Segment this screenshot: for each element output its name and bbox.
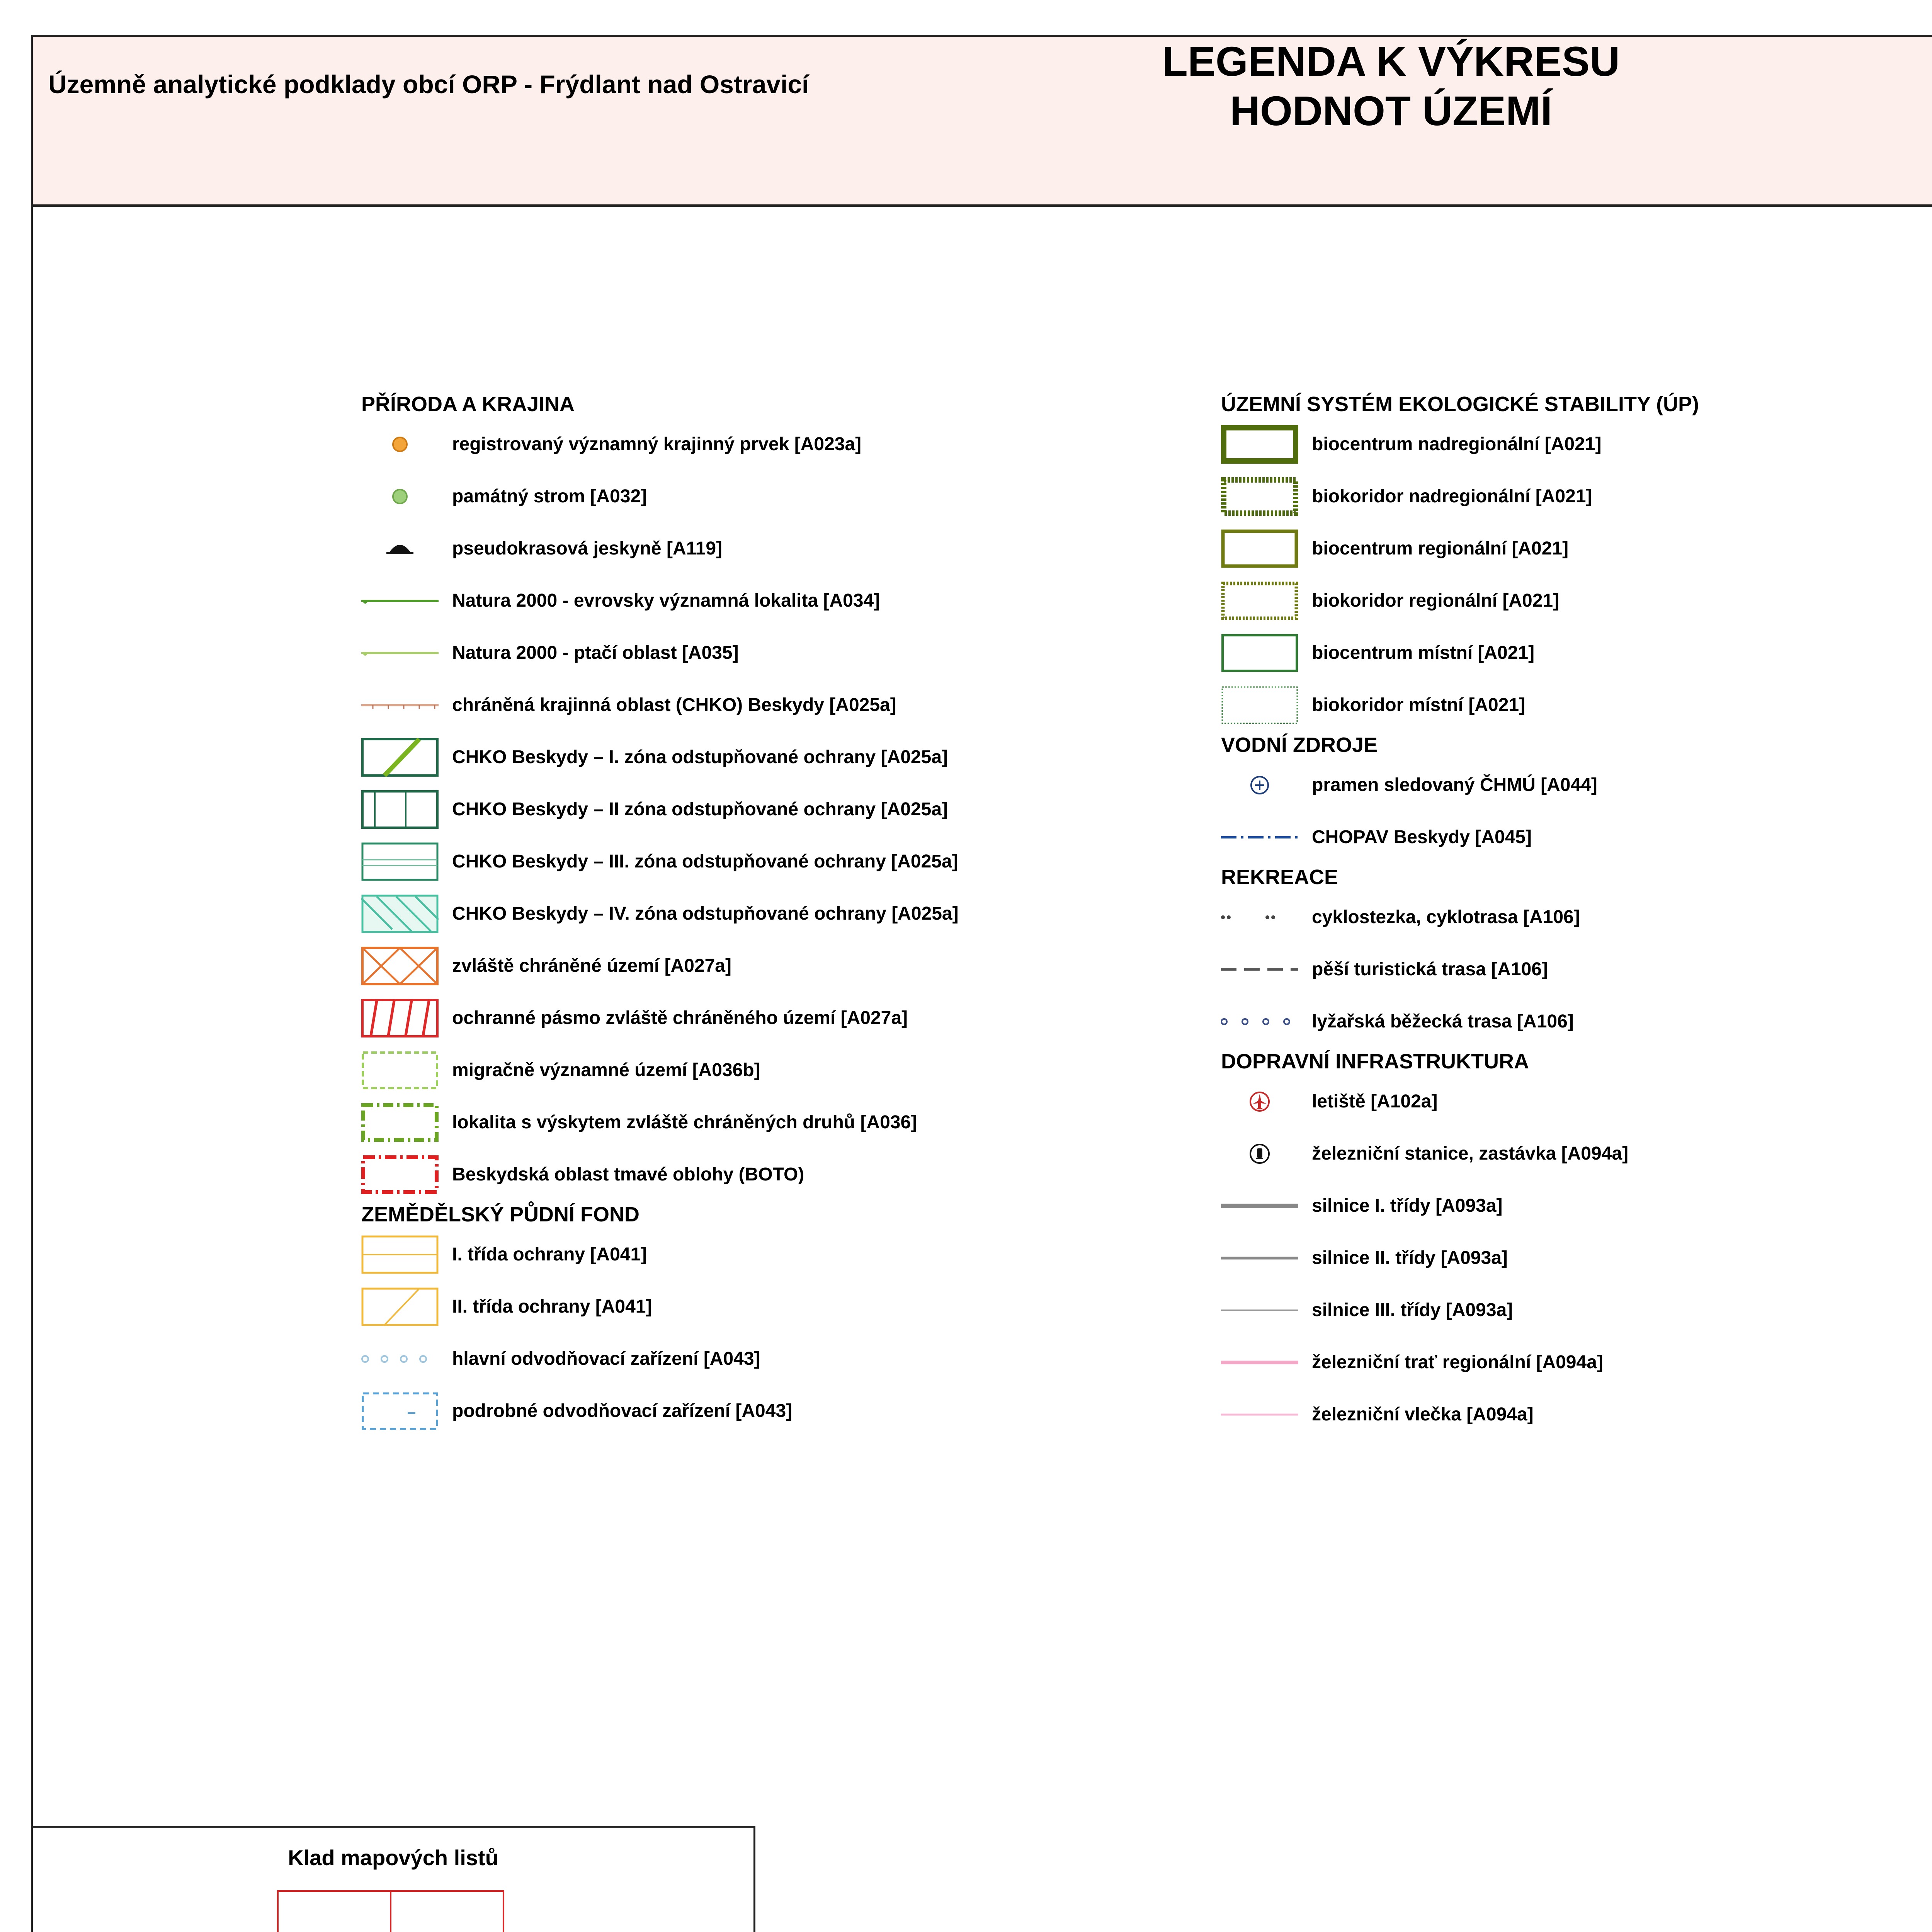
chko-zone3-box bbox=[361, 842, 439, 881]
rail-station-icon bbox=[1221, 1134, 1298, 1173]
road3-line bbox=[1221, 1291, 1298, 1330]
legend-item bbox=[1221, 891, 1932, 943]
legend-item bbox=[1221, 470, 1932, 522]
legend-item bbox=[1221, 627, 1932, 679]
legend-label: pramen sledovaný ČHMÚ [A044] bbox=[1312, 775, 1597, 795]
legend-item bbox=[361, 1385, 1211, 1437]
siding-line bbox=[1221, 1395, 1298, 1434]
legend-label: letiště [A102a] bbox=[1312, 1091, 1438, 1112]
legend-item bbox=[1221, 1388, 1932, 1440]
legend-item bbox=[361, 522, 1211, 575]
legend-item bbox=[361, 888, 1211, 940]
section-title-uses: ÚZEMNÍ SYSTÉM EKOLOGICKÉ STABILITY (ÚP) bbox=[1221, 393, 1699, 416]
zchu-box bbox=[361, 947, 439, 985]
legend-label: registrovaný významný krajinný prvek [A023a] bbox=[452, 434, 862, 454]
drain-main-line bbox=[361, 1340, 439, 1378]
road2-line bbox=[1221, 1239, 1298, 1277]
legend-label: CHKO Beskydy – IV. zóna odstupňované ochrany [A025a] bbox=[452, 903, 959, 924]
legend-item bbox=[1221, 759, 1932, 811]
legend-item bbox=[1221, 1128, 1932, 1180]
legend-label: zvláště chráněné území [A027a] bbox=[452, 956, 731, 976]
legend-item bbox=[1221, 995, 1932, 1048]
bk-local-box bbox=[1221, 686, 1298, 724]
header-left-title: Územně analytické podklady obcí ORP - Frýdlant nad Ostravicí bbox=[48, 70, 809, 99]
legend-label: železniční vlečka [A094a] bbox=[1312, 1404, 1534, 1425]
sheet-1 bbox=[277, 1890, 391, 1932]
ski-line bbox=[1221, 1002, 1298, 1041]
natura-evl-line bbox=[361, 582, 439, 620]
species-box bbox=[361, 1103, 439, 1142]
sheet-index-title: Klad mapových listů bbox=[288, 1845, 498, 1870]
bc-reg-box bbox=[1221, 529, 1298, 568]
legend-title bbox=[1043, 37, 1739, 136]
chko-zone4-box bbox=[361, 895, 439, 933]
drain-detail-box bbox=[361, 1392, 439, 1430]
legend-label: migračně významné území [A036b] bbox=[452, 1060, 760, 1080]
legend-label: chráněná krajinná oblast (CHKO) Beskydy [A025a] bbox=[452, 695, 896, 715]
road1-line bbox=[1221, 1187, 1298, 1225]
legend-item bbox=[361, 575, 1211, 627]
legend-item bbox=[361, 1044, 1211, 1096]
legend-label: I. třída ochrany [A041] bbox=[452, 1244, 647, 1265]
spring-icon bbox=[1221, 766, 1298, 804]
legend-label: lokalita s výskytem zvláště chráněných druhů [A036] bbox=[452, 1112, 917, 1133]
orange-dot-icon bbox=[361, 425, 439, 464]
legend-label: CHKO Beskydy – I. zóna odstupňované ochrany [A025a] bbox=[452, 747, 948, 767]
legend-label: biokoridor regionální [A021] bbox=[1312, 590, 1560, 611]
legend-label: biokoridor místní [A021] bbox=[1312, 695, 1526, 715]
legend-item bbox=[361, 1096, 1211, 1148]
legend-item bbox=[1221, 1075, 1932, 1128]
legend-item bbox=[361, 1333, 1211, 1385]
legend-label: biocentrum místní [A021] bbox=[1312, 643, 1535, 663]
legend-label: CHOPAV Beskydy [A045] bbox=[1312, 827, 1532, 847]
green-dot-icon bbox=[361, 477, 439, 516]
legend-label: Beskydská oblast tmavé oblohy (BOTO) bbox=[452, 1164, 804, 1185]
op-zchu-box bbox=[361, 999, 439, 1037]
legend-item bbox=[361, 1148, 1211, 1201]
legend-item bbox=[1221, 575, 1932, 627]
chko-line bbox=[361, 686, 439, 724]
legend-title-line1: LEGENDA K VÝKRESU bbox=[1162, 38, 1620, 85]
legend-label: podrobné odvodňovací zařízení [A043] bbox=[452, 1401, 793, 1421]
legend-item bbox=[1221, 943, 1932, 995]
cycle-line bbox=[1221, 898, 1298, 937]
legend-label: biokoridor nadregionální [A021] bbox=[1312, 486, 1592, 507]
legend-item bbox=[361, 940, 1211, 992]
section-title-water: VODNÍ ZDROJE bbox=[1221, 733, 1378, 757]
hiking-line bbox=[1221, 950, 1298, 989]
legend-label: pseudokrasová jeskyně [A119] bbox=[452, 538, 723, 559]
legend-label: památný strom [A032] bbox=[452, 486, 647, 507]
legend-item bbox=[1221, 522, 1932, 575]
legend-item bbox=[1221, 679, 1932, 731]
section-title-recreation: REKREACE bbox=[1221, 866, 1338, 889]
natura-po-line bbox=[361, 634, 439, 672]
legend-item bbox=[361, 1281, 1211, 1333]
sheet-2 bbox=[390, 1890, 504, 1932]
legend-item bbox=[361, 783, 1211, 835]
legend-title-line2: HODNOT ÚZEMÍ bbox=[1230, 87, 1552, 134]
legend-item bbox=[1221, 1284, 1932, 1336]
legend-item bbox=[1221, 418, 1932, 470]
airport-icon bbox=[1221, 1082, 1298, 1121]
legend-label: biocentrum nadregionální [A021] bbox=[1312, 434, 1602, 454]
section-title-transport: DOPRAVNÍ INFRASTRUKTURA bbox=[1221, 1050, 1529, 1073]
legend-label: silnice I. třídy [A093a] bbox=[1312, 1196, 1503, 1216]
legend-item bbox=[1221, 811, 1932, 863]
bc-local-box bbox=[1221, 634, 1298, 672]
legend-item bbox=[361, 627, 1211, 679]
legend-label: Natura 2000 - evrovsky významná lokalita [A034] bbox=[452, 590, 880, 611]
legend-item bbox=[1221, 1180, 1932, 1232]
section-title-zpf: ZEMĚDĚLSKÝ PŮDNÍ FOND bbox=[361, 1203, 640, 1226]
chopav-line bbox=[1221, 818, 1298, 857]
bc-nadreg-box bbox=[1221, 425, 1298, 464]
legend-item bbox=[361, 731, 1211, 783]
legend-label: CHKO Beskydy – III. zóna odstupňované ochrany [A025a] bbox=[452, 851, 958, 872]
legend-label: ochranné pásmo zvláště chráněného území [A027a] bbox=[452, 1008, 908, 1028]
legend-label: železniční trať regionální [A094a] bbox=[1312, 1352, 1603, 1372]
legend-item bbox=[1221, 1336, 1932, 1388]
zpf2-box bbox=[361, 1287, 439, 1326]
legend-item bbox=[361, 470, 1211, 522]
legend-label: cyklostezka, cyklotrasa [A106] bbox=[1312, 907, 1580, 927]
rail-line bbox=[1221, 1343, 1298, 1382]
legend-label: II. třída ochrany [A041] bbox=[452, 1296, 652, 1317]
zpf1-box bbox=[361, 1235, 439, 1274]
legend-label: CHKO Beskydy – II zóna odstupňované ochrany [A025a] bbox=[452, 799, 948, 820]
legend-label: lyžařská běžecká trasa [A106] bbox=[1312, 1011, 1574, 1032]
bk-nadreg-box bbox=[1221, 477, 1298, 516]
legend-column-2 bbox=[1221, 390, 1932, 1440]
legend-item bbox=[361, 418, 1211, 470]
bk-reg-box bbox=[1221, 582, 1298, 620]
legend-label: silnice III. třídy [A093a] bbox=[1312, 1300, 1513, 1320]
legend-item bbox=[361, 992, 1211, 1044]
legend-label: železniční stanice, zastávka [A094a] bbox=[1312, 1143, 1629, 1164]
boto-box bbox=[361, 1155, 439, 1194]
legend-item bbox=[361, 679, 1211, 731]
cave-icon bbox=[361, 529, 439, 568]
chko-zone1-box bbox=[361, 738, 439, 777]
legend-label: biocentrum regionální [A021] bbox=[1312, 538, 1569, 559]
legend-column-1 bbox=[361, 390, 1211, 1437]
legend-item bbox=[361, 1228, 1211, 1281]
section-title-nature: PŘÍRODA A KRAJINA bbox=[361, 393, 575, 416]
legend-label: silnice II. třídy [A093a] bbox=[1312, 1248, 1508, 1268]
chko-zone2-box bbox=[361, 790, 439, 829]
legend-label: hlavní odvodňovací zařízení [A043] bbox=[452, 1349, 760, 1369]
legend-label: Natura 2000 - ptačí oblast [A035] bbox=[452, 643, 739, 663]
sheet-index-panel bbox=[31, 1826, 755, 1932]
migration-box bbox=[361, 1051, 439, 1090]
legend-label: pěší turistická trasa [A106] bbox=[1312, 959, 1548, 980]
legend-item bbox=[1221, 1232, 1932, 1284]
legend-item bbox=[361, 835, 1211, 888]
